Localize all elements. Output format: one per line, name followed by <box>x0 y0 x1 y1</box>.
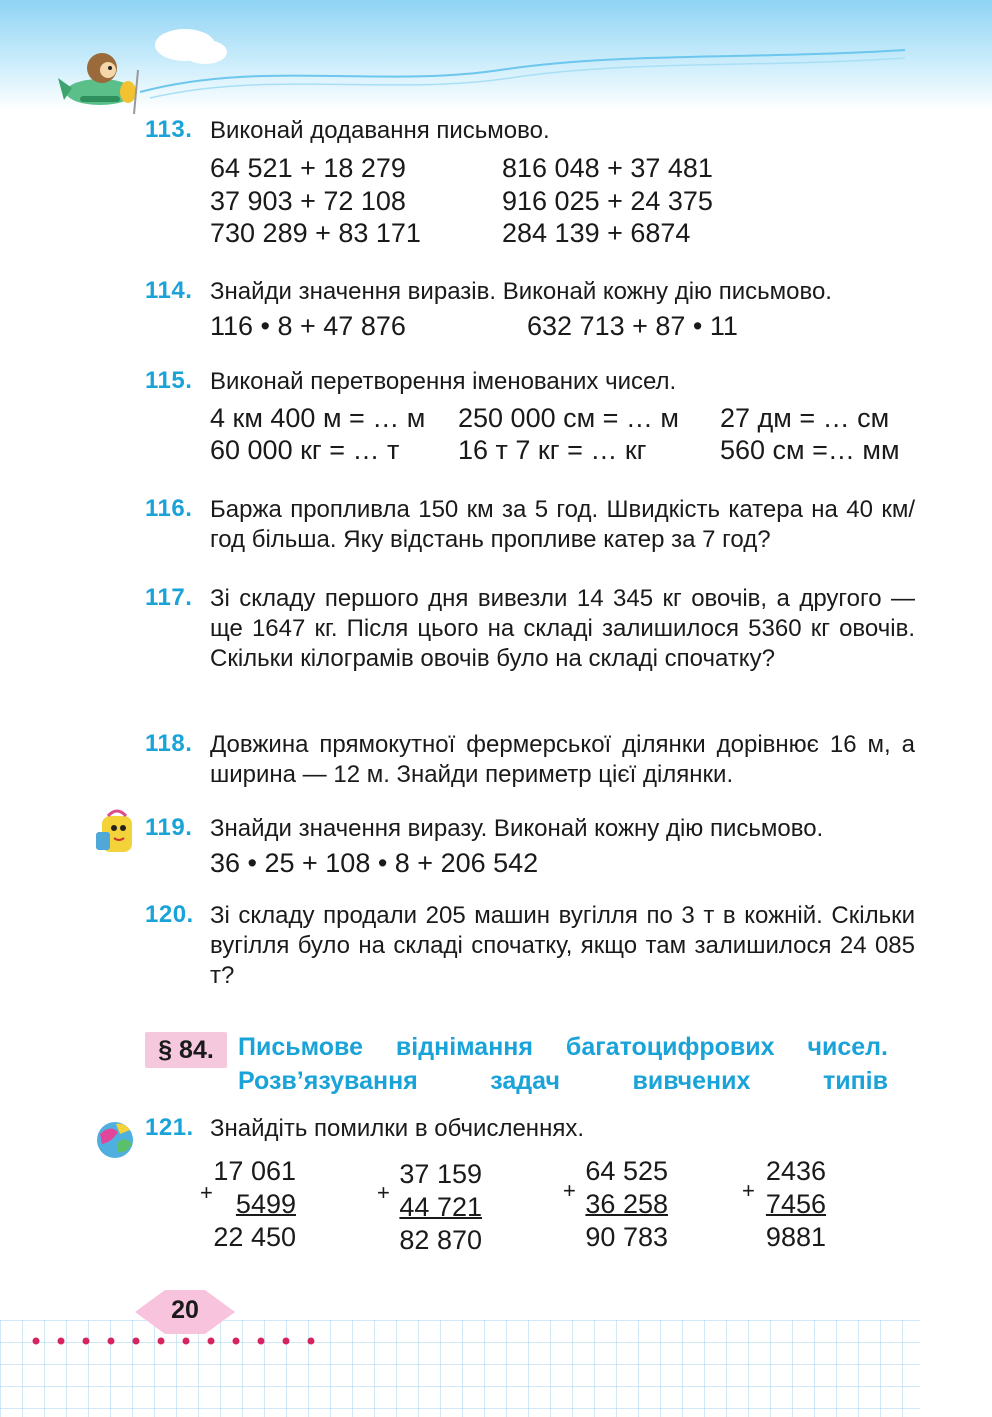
expression: 116 • 8 + 47 876 <box>210 311 406 341</box>
task-text: Баржа пропливла 150 км за 5 год. Швидкість катера на 40 км/год більша. Яку відстань пропливе катер за 7 год? <box>210 496 915 553</box>
plane-with-hedgehog-icon <box>50 40 150 115</box>
task-text: Зі складу першого дня вивезли 14 345 кг овочів, а другого — ще 1647 кг. Після цього на складі залишилося 5360 кг овочів. Скільки кілограмів овочів було на складі спочатку? <box>210 585 915 672</box>
task-text: Знайди значення виразу. Виконай кожну дію письмово. <box>210 815 824 842</box>
conversion: 250 000 см = … м <box>458 403 679 433</box>
conversion: 27 дм = … см <box>720 403 890 433</box>
addend: 64 525 <box>585 1156 668 1186</box>
task-119 <box>145 814 915 844</box>
task-number: 113. <box>145 116 193 143</box>
expression: 730 289 + 83 171 <box>210 218 421 248</box>
task-number: 114. <box>145 277 193 304</box>
column-addition-2 <box>392 1158 482 1257</box>
task-117 <box>145 584 915 674</box>
column-addition-4 <box>758 1155 826 1254</box>
task-number: 117. <box>145 584 193 611</box>
conversion: 16 т 7 кг = … кг <box>458 435 647 465</box>
expression: 916 025 + 24 375 <box>502 185 713 216</box>
addend: 37 159 <box>399 1159 482 1189</box>
expression: 816 048 + 37 481 <box>502 153 713 183</box>
addend: 44 721 <box>399 1192 482 1222</box>
conversion: 4 км 400 м = … м <box>210 403 426 433</box>
task-number: 116. <box>145 495 193 522</box>
conversion: 560 см =… мм <box>720 435 900 465</box>
plus-sign: + <box>563 1178 576 1203</box>
task-text: Довжина прямокутної фермерської ділянки дорівнює 16 м, а ширина — 12 м. Знайди периметр цієї ділянки. <box>210 731 915 788</box>
task-text: Виконай перетворення іменованих чисел. <box>210 368 677 395</box>
expression: 632 713 + 87 • 11 <box>527 311 738 341</box>
addend: 17 061 <box>213 1156 296 1186</box>
addend: 5499 <box>235 1189 296 1219</box>
task-number: 118. <box>145 730 193 757</box>
task-text: Знайди значення виразів. Виконай кожну дію письмово. <box>210 278 832 305</box>
sum-result: 82 870 <box>399 1225 482 1255</box>
task-121 <box>145 1114 915 1144</box>
addend: 2436 <box>765 1156 826 1186</box>
task-113 <box>145 116 915 146</box>
page-number: 20 <box>171 1296 199 1324</box>
task-text: Зі складу продали 205 машин вугілля по 3 т в кожній. Скільки вугілля було на складі спочатку, якщо там залишилося 24 085 т? <box>210 902 915 989</box>
sum-result: 9881 <box>765 1222 826 1252</box>
addend: 7456 <box>765 1189 826 1219</box>
sum-result: 22 450 <box>213 1222 296 1252</box>
column-addition-3 <box>578 1155 668 1254</box>
addend: 36 258 <box>585 1189 668 1219</box>
task-118 <box>145 730 915 790</box>
expression: 284 139 + 6874 <box>502 218 691 248</box>
task-text: Виконай додавання письмово. <box>210 117 550 144</box>
expression: 37 903 + 72 108 <box>210 185 406 216</box>
plus-sign: + <box>377 1180 390 1205</box>
plus-sign: + <box>742 1178 755 1203</box>
task-number: 120. <box>145 901 194 928</box>
task-number: 115. <box>145 367 193 394</box>
plus-sign: + <box>200 1180 213 1205</box>
expression: 36 • 25 + 108 • 8 + 206 542 <box>210 848 539 878</box>
task-116 <box>145 495 915 555</box>
section-badge: § 84. <box>145 1032 227 1068</box>
task-number: 121. <box>145 1114 194 1141</box>
task-number: 119. <box>145 814 193 841</box>
section-title: Письмове віднімання багатоцифрових чисел. Розв’язування задач вивчених типів <box>238 1033 888 1095</box>
expression: 64 521 + 18 279 <box>210 153 406 183</box>
task-text: Знайдіть помилки в обчисленнях. <box>210 1115 584 1142</box>
task-120 <box>145 901 915 991</box>
conversion: 60 000 кг = … т <box>210 435 400 465</box>
backpack-icon <box>92 808 144 856</box>
decorative-dots <box>30 1335 330 1347</box>
column-addition-1 <box>208 1155 296 1254</box>
globe-puzzle-icon <box>90 1116 140 1160</box>
task-115 <box>145 367 915 397</box>
sum-result: 90 783 <box>585 1222 668 1252</box>
task-114 <box>145 277 915 307</box>
